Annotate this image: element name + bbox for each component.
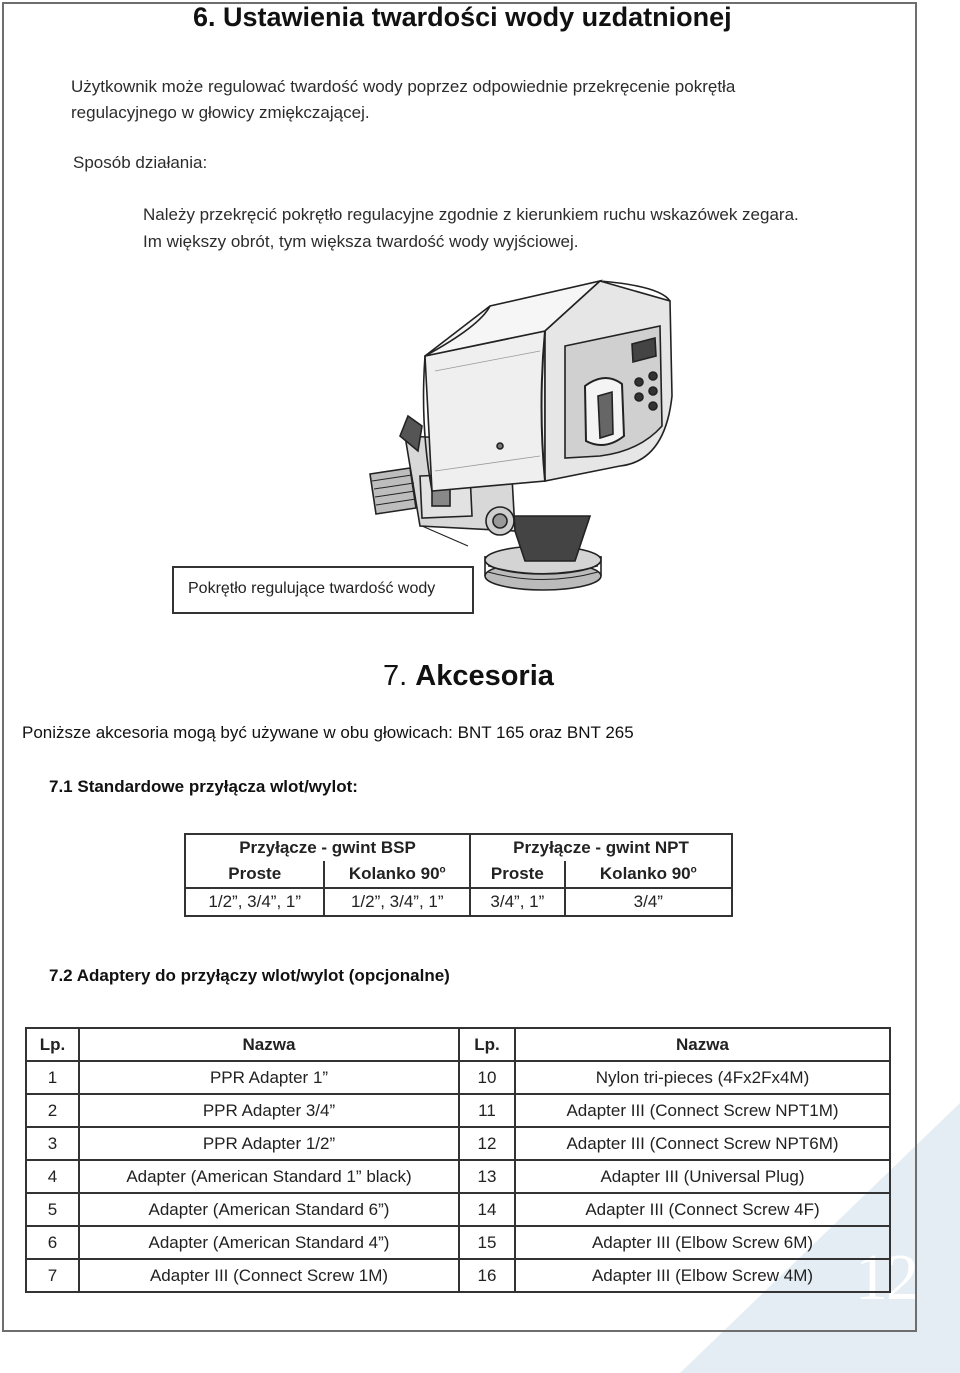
table-cell: 11 [459, 1094, 515, 1127]
subsection-7-2-title: 7.2 Adaptery do przyłączy wlot/wylot (opcjonalne) [49, 966, 450, 985]
table-cell: 2 [26, 1094, 79, 1127]
callout-label: Pokrętło regulujące twardość wody [188, 580, 436, 597]
table-cell: 7 [26, 1259, 79, 1292]
section-7-title [383, 660, 554, 693]
method-line-2: Im większy obrót, tym większa twardość wody wyjściowej. [143, 232, 579, 251]
table-row [26, 1094, 890, 1127]
table-row [26, 1127, 890, 1160]
table-row [185, 888, 732, 916]
table-cell: Adapter III (Elbow Screw 4M) [515, 1259, 890, 1292]
adjustment-knob-callout [172, 566, 474, 614]
table-row [185, 861, 732, 888]
npt-group-header: Przyłącze - gwint NPT [470, 834, 732, 861]
section-7-number: 7. [383, 660, 408, 692]
table-cell: 3/4” [565, 888, 732, 916]
section-7-intro: Poniższe akcesoria mogą być używane w obu głowicach: BNT 165 oraz BNT 265 [22, 723, 634, 742]
table-cell: 15 [459, 1226, 515, 1259]
section-6-title: 6. Ustawienia twardości wody uzdatnionej [193, 2, 732, 32]
table-cell: 3/4”, 1” [470, 888, 565, 916]
section-7-label: Akcesoria [415, 660, 554, 692]
table-cell: Adapter (American Standard 4”) [79, 1226, 459, 1259]
bsp-group-header: Przyłącze - gwint BSP [185, 834, 470, 861]
table-header-row [26, 1028, 890, 1061]
page-number: 12 [855, 1241, 917, 1314]
table-cell: Adapter III (Connect Screw 1M) [79, 1259, 459, 1292]
table-row [26, 1061, 890, 1094]
table-cell: 13 [459, 1160, 515, 1193]
table-cell: PPR Adapter 3/4” [79, 1094, 459, 1127]
bsp-straight-header: Proste [185, 861, 324, 888]
table-cell: 16 [459, 1259, 515, 1292]
table-cell: Adapter III (Connect Screw NPT1M) [515, 1094, 890, 1127]
table-row [185, 834, 732, 861]
column-header: Nazwa [79, 1028, 459, 1061]
control-valve-illustration [360, 276, 700, 611]
table-cell: 10 [459, 1061, 515, 1094]
table-cell: 6 [26, 1226, 79, 1259]
standard-connectors-table [184, 833, 733, 917]
table-cell: 1/2”, 3/4”, 1” [185, 888, 324, 916]
npt-straight-header: Proste [470, 861, 565, 888]
table-cell: 14 [459, 1193, 515, 1226]
table-cell: 5 [26, 1193, 79, 1226]
column-header: Lp. [26, 1028, 79, 1061]
column-header: Lp. [459, 1028, 515, 1061]
table-cell: 12 [459, 1127, 515, 1160]
table-cell: PPR Adapter 1/2” [79, 1127, 459, 1160]
table-row [26, 1193, 890, 1226]
table-cell: Adapter (American Standard 6”) [79, 1193, 459, 1226]
table-cell: 4 [26, 1160, 79, 1193]
adapters-table [25, 1027, 891, 1293]
bsp-elbow-header: Kolanko 90$^o$ [324, 861, 470, 888]
table-row [26, 1160, 890, 1193]
table-row [26, 1259, 890, 1292]
table-cell: Adapter III (Connect Screw 4F) [515, 1193, 890, 1226]
table-cell: Adapter III (Elbow Screw 6M) [515, 1226, 890, 1259]
intro-line-1: Użytkownik może regulować twardość wody poprzez odpowiednie przekręcenie pokrętła [71, 77, 736, 96]
method-label: Sposób działania: [73, 153, 208, 172]
table-row [26, 1226, 890, 1259]
table-cell: PPR Adapter 1” [79, 1061, 459, 1094]
method-line-1: Należy przekręcić pokrętło regulacyjne zgodnie z kierunkiem ruchu wskazówek zegara. [143, 205, 799, 224]
npt-elbow-header: Kolanko 90$^o$ [565, 861, 732, 888]
intro-line-2: regulacyjnego w głowicy zmiękczającej. [71, 103, 370, 122]
table-cell: Adapter III (Universal Plug) [515, 1160, 890, 1193]
table-cell: 1 [26, 1061, 79, 1094]
table-cell: Nylon tri-pieces (4Fx2Fx4M) [515, 1061, 890, 1094]
table-cell: 3 [26, 1127, 79, 1160]
subsection-7-1-title: 7.1 Standardowe przyłącza wlot/wylot: [49, 777, 358, 796]
table-cell: Adapter III (Connect Screw NPT6M) [515, 1127, 890, 1160]
table-cell: 1/2”, 3/4”, 1” [324, 888, 470, 916]
column-header: Nazwa [515, 1028, 890, 1061]
table-cell: Adapter (American Standard 1” black) [79, 1160, 459, 1193]
